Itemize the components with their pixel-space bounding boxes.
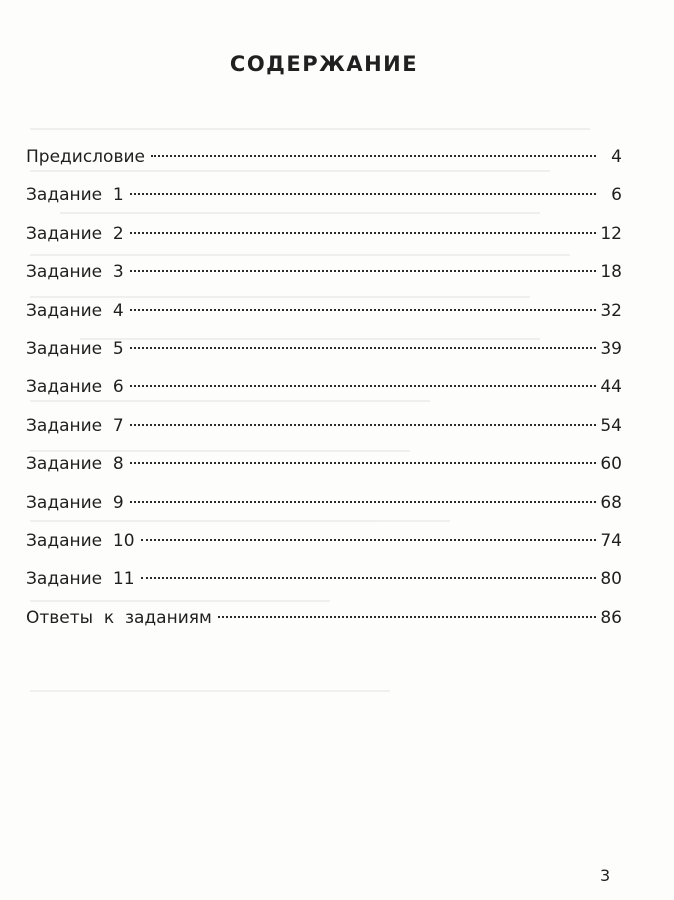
toc-entry-task-7[interactable] <box>26 407 622 445</box>
toc-entry-page: 68 <box>600 492 622 513</box>
toc-entry-task-2[interactable] <box>26 215 622 253</box>
dot-leader <box>141 539 596 541</box>
dot-leader <box>130 270 596 272</box>
toc-entry-preface[interactable] <box>26 138 622 176</box>
toc-entry-task-8[interactable] <box>26 445 622 483</box>
toc-entry-page: 39 <box>600 338 622 359</box>
page-number: 3 <box>600 866 611 885</box>
toc-entry-task-6[interactable] <box>26 368 622 406</box>
dot-leader <box>130 385 596 387</box>
toc-entry-task-3[interactable] <box>26 253 622 291</box>
dot-leader <box>130 232 596 234</box>
dot-leader <box>130 424 596 426</box>
table-of-contents <box>26 138 622 637</box>
toc-entry-page: 4 <box>611 147 622 167</box>
toc-entry-label: Задание 11 <box>26 569 135 590</box>
dot-leader <box>130 309 596 311</box>
toc-entry-label: Задание 7 <box>26 415 124 436</box>
toc-entry-label: Предисловие <box>26 147 145 167</box>
toc-entry-answers[interactable] <box>26 599 622 637</box>
toc-entry-task-4[interactable] <box>26 292 622 330</box>
toc-entry-label: Задание 4 <box>26 300 124 321</box>
toc-entry-page: 54 <box>600 415 622 436</box>
dot-leader <box>130 462 596 464</box>
dot-leader <box>218 616 596 618</box>
toc-entry-page: 18 <box>600 262 622 283</box>
toc-entry-page: 44 <box>600 377 622 398</box>
toc-entry-page: 80 <box>600 569 622 590</box>
toc-entry-page: 12 <box>600 223 622 244</box>
toc-entry-label: Задание 1 <box>26 185 124 206</box>
dot-leader <box>130 347 596 349</box>
toc-entry-label: Задание 6 <box>26 377 124 398</box>
dot-leader <box>151 155 596 157</box>
toc-entry-page: 74 <box>600 530 622 551</box>
toc-entry-label: Ответы к заданиям <box>26 607 212 628</box>
toc-entry-page: 32 <box>600 300 622 321</box>
dot-leader <box>141 577 596 579</box>
toc-entry-label: Задание 5 <box>26 338 124 359</box>
dot-leader <box>130 501 596 503</box>
toc-entry-page: 86 <box>600 607 622 628</box>
toc-entry-task-10[interactable] <box>26 522 622 560</box>
toc-entry-task-9[interactable] <box>26 484 622 522</box>
toc-entry-label: Задание 8 <box>26 454 124 475</box>
toc-entry-label: Задание 3 <box>26 262 124 283</box>
dot-leader <box>130 193 596 195</box>
toc-entry-page: 60 <box>600 454 622 475</box>
toc-entry-label: Задание 10 <box>26 530 135 551</box>
toc-entry-label: Задание 2 <box>26 223 124 244</box>
toc-entry-task-1[interactable] <box>26 176 622 214</box>
page-title: СОДЕРЖАНИЕ <box>229 52 419 76</box>
toc-entry-task-5[interactable] <box>26 330 622 368</box>
toc-entry-page: 6 <box>611 185 622 206</box>
toc-entry-label: Задание 9 <box>26 492 124 513</box>
toc-entry-task-11[interactable] <box>26 560 622 598</box>
